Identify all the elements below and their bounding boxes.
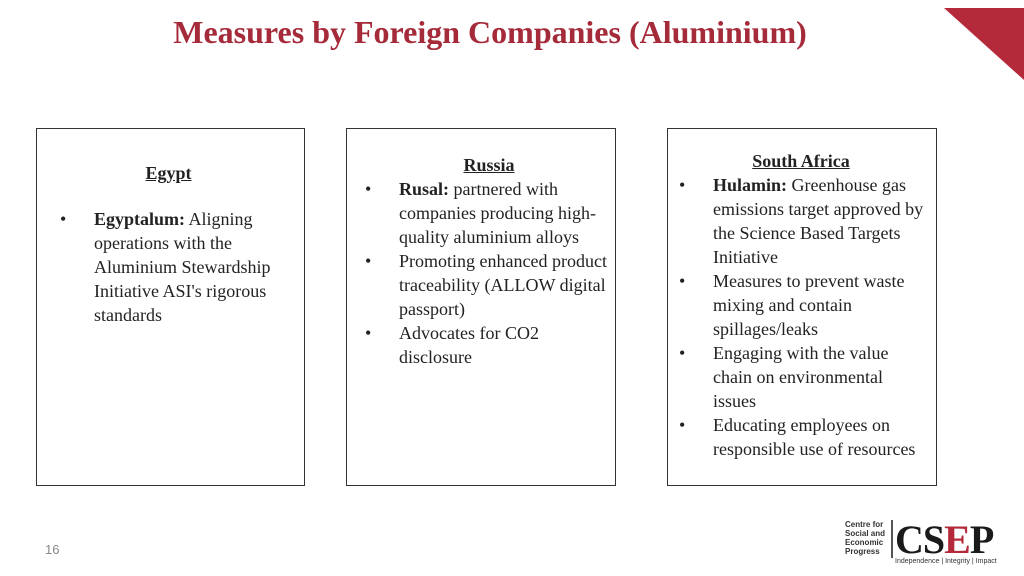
corner-decoration [934, 0, 1024, 90]
russia-list [347, 177, 615, 369]
egypt-heading: Egypt [145, 163, 192, 183]
page-number: 16 [45, 542, 60, 557]
slide-title: Measures by Foreign Companies (Aluminium) [173, 14, 807, 50]
logo-tagline: Independence | Integrity | Impact [895, 558, 997, 565]
egypt-list [37, 207, 304, 327]
list-item: • Measures to prevent waste mixing and contain spillages/leaks [713, 269, 928, 341]
list-item: • Engaging with the value chain on environmental issues [713, 341, 928, 413]
csep-logo [845, 518, 1015, 570]
south-africa-list [668, 173, 936, 461]
list-item: • Egyptalum: Aligning operations with the Aluminium Stewardship Initiative ASI's rigorous standards [94, 207, 290, 327]
list-item: • Hulamin: Greenhouse gas emissions target approved by the Science Based Targets Initiative [713, 173, 928, 269]
russia-heading: Russia [463, 155, 515, 175]
logo-divider [891, 520, 893, 558]
russia-box [346, 128, 616, 486]
list-item: • Promoting enhanced product traceability (ALLOW digital passport) [399, 249, 611, 321]
logo-org-name: Centre for Social and Economic Progress [845, 520, 886, 556]
list-item: • Educating employees on responsible use of resources [713, 413, 928, 461]
list-item: • Rusal: partnered with companies producing high-quality aluminium alloys [399, 177, 611, 249]
egypt-box [36, 128, 305, 486]
south-africa-heading: South Africa [752, 151, 850, 171]
south-africa-box [667, 128, 937, 486]
list-item: • Advocates for CO2 disclosure [399, 321, 611, 369]
logo-mark: CSEP [895, 517, 994, 562]
